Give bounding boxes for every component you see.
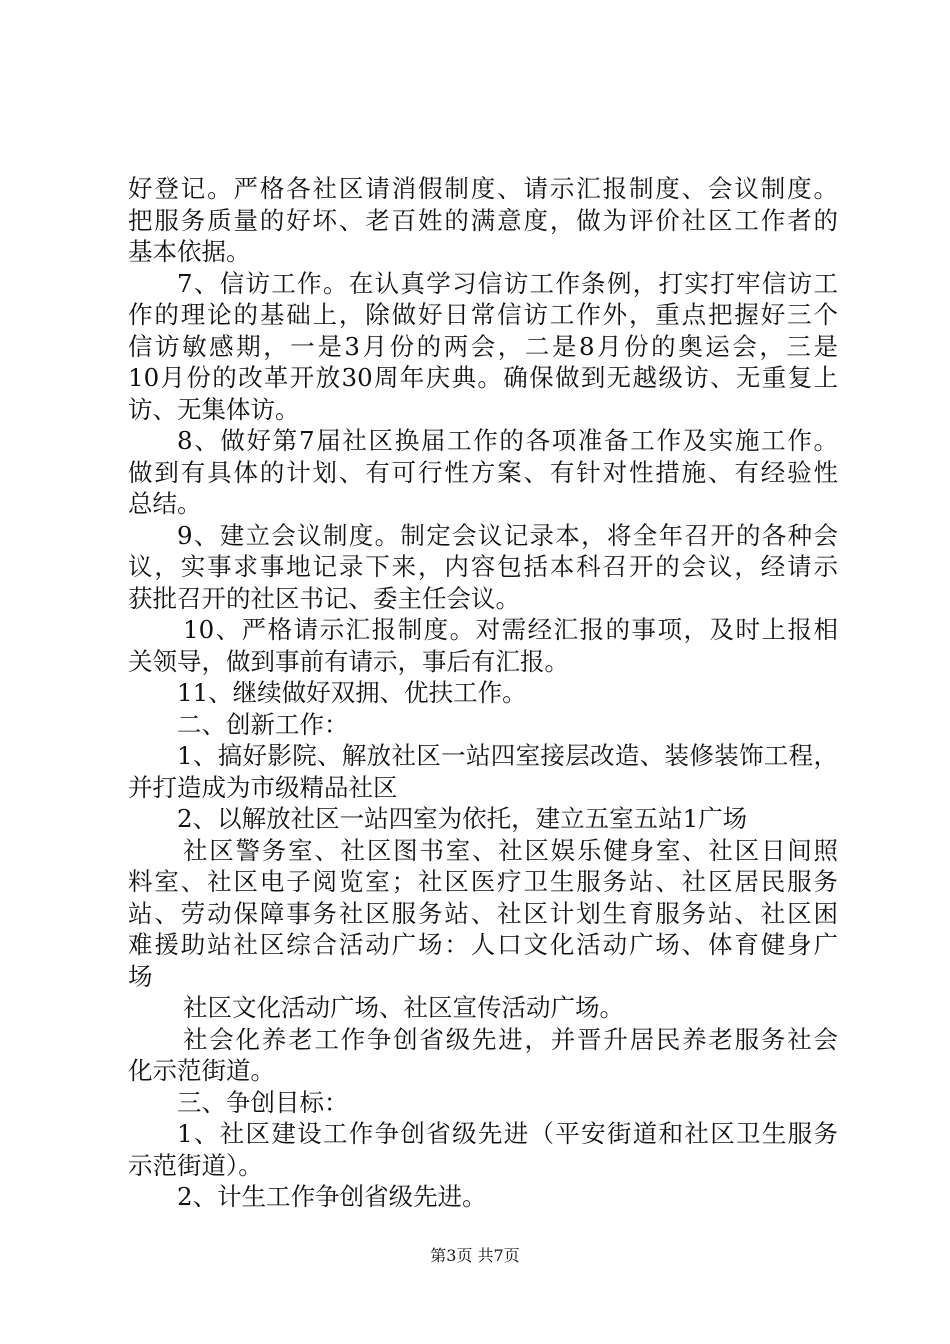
text-line: 10月份的改革开放30周年庆典。确保做到无越级访、无重复上 <box>128 363 838 392</box>
text-line: 好登记。严格各社区请消假制度、请示汇报制度、会议制度。 <box>128 174 838 203</box>
text-line: 信访敏感期，一是3月份的两会，二是8月份的奥运会，三是 <box>128 331 838 361</box>
text-line: 社会化养老工作争创省级先进，并晋升居民养老服务社会 <box>183 1024 838 1054</box>
text-line: 总结。 <box>128 489 202 518</box>
text-line: 11、继续做好双拥、优扶工作。 <box>177 678 527 707</box>
section-heading: 三、争创目标： <box>177 1087 349 1117</box>
text-line: 化示范街道。 <box>128 1056 275 1085</box>
text-line: 1、搞好影院、解放社区一站四室接层改造、装修装饰工程， <box>177 741 838 770</box>
text-line: 社区警务室、社区图书室、社区娱乐健身室、社区日间照 <box>183 835 838 865</box>
text-line: 难援助站社区综合活动广场：人口文化活动广场、体育健身广 <box>128 930 838 959</box>
text-line: 示范街道）。 <box>128 1150 263 1180</box>
text-line: 并打造成为市级精品社区 <box>128 772 398 802</box>
text-line: 2、以解放社区一站四室为依托，建立五室五站1广场 <box>177 804 748 833</box>
document-body <box>128 173 838 1213</box>
text-line: 作的理论的基础上，除做好日常信访工作外，重点把握好三个 <box>128 300 838 329</box>
text-line: 8、做好第7届社区换届工作的各项准备工作及实施工作。 <box>177 426 838 455</box>
text-line: 2、计生工作争创省级先进。 <box>177 1182 487 1211</box>
text-line: 1、社区建设工作争创省级先进（平安街道和社区卫生服务 <box>177 1119 838 1148</box>
text-line: 料室、社区电子阅览室；社区医疗卫生服务站、社区居民服务 <box>128 867 838 896</box>
text-line: 社区文化活动广场、社区宣传活动广场。 <box>183 993 624 1022</box>
text-line: 访、无集体访。 <box>128 394 300 424</box>
text-line: 10、严格请示汇报制度。对需经汇报的事项，及时上报相 <box>183 615 838 644</box>
text-line: 7、信访工作。在认真学习信访工作条例，打实打牢信访工 <box>177 268 838 298</box>
text-line: 9、建立会议制度。制定会议记录本，将全年召开的各种会 <box>177 520 838 550</box>
text-line: 做到有具体的计划、有可行性方案、有针对性措施、有经验性 <box>128 457 838 487</box>
text-line: 场 <box>128 961 153 991</box>
section-heading: 二、创新工作： <box>177 709 349 739</box>
text-line: 基本依据。 <box>128 237 251 266</box>
page-number-footer: 第3页 共7页 <box>430 1246 520 1265</box>
text-line: 关领导，做到事前有请示，事后有汇报。 <box>128 646 569 676</box>
text-line: 站、劳动保障事务社区服务站、社区计划生育服务站、社区困 <box>128 898 838 928</box>
text-line: 议，实事求事地记录下来，内容包括本科召开的会议，经请示 <box>128 552 838 581</box>
text-line: 把服务质量的好坏、老百姓的满意度，做为评价社区工作者的 <box>128 205 838 235</box>
text-line: 获批召开的社区书记、委主任会议。 <box>128 583 520 613</box>
